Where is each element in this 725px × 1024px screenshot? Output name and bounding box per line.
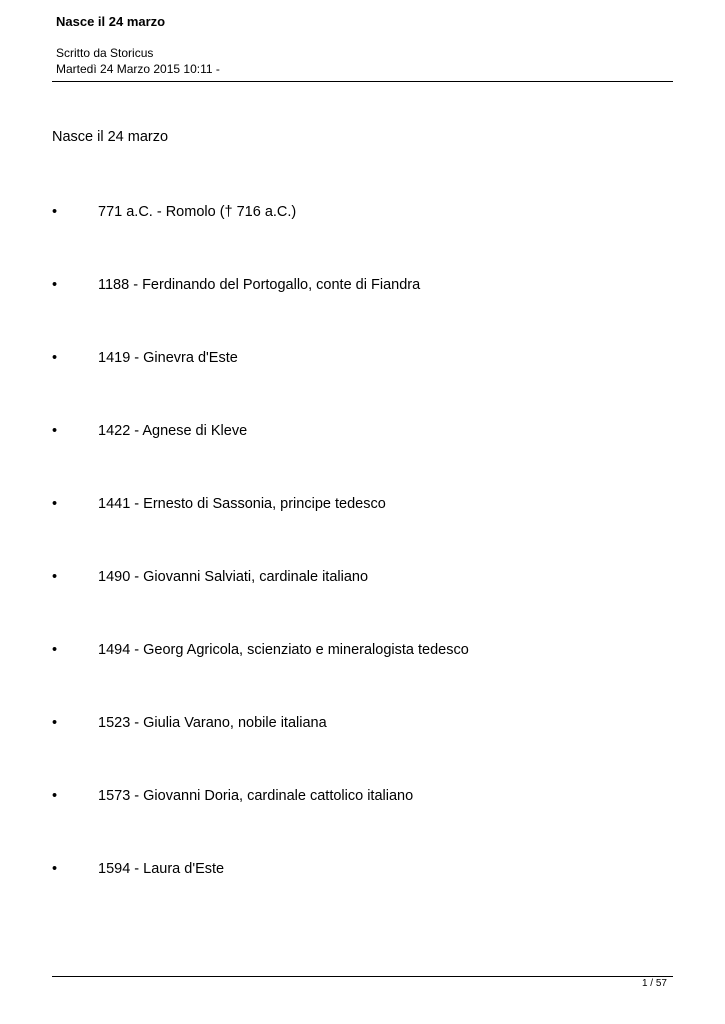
footer-divider — [52, 976, 673, 977]
list-item-text: 1490 - Giovanni Salviati, cardinale italiano — [98, 569, 369, 585]
list-item — [0, 496, 725, 516]
list-item — [0, 423, 725, 443]
list-item-text: 1188 - Ferdinando del Portogallo, conte di Fiandra — [98, 277, 421, 293]
bullet: • — [52, 715, 58, 731]
header-divider — [52, 81, 673, 82]
bullet: • — [52, 861, 58, 877]
list-item-text: 1419 - Ginevra d'Este — [98, 350, 238, 366]
list-item — [0, 788, 725, 808]
list-item — [0, 715, 725, 735]
list-item-text: 1441 - Ernesto di Sassonia, principe tedesco — [98, 496, 386, 512]
author-line: Scritto da Storicus — [56, 46, 154, 60]
bullet: • — [52, 569, 58, 585]
list-item-text: 771 a.C. - Romolo († 716 a.C.) — [98, 204, 297, 220]
list-item-text: 1523 - Giulia Varano, nobile italiana — [98, 715, 327, 731]
article-heading: Nasce il 24 marzo — [52, 129, 169, 145]
document-title: Nasce il 24 marzo — [56, 14, 166, 29]
list-item — [0, 642, 725, 662]
bullet: • — [52, 642, 58, 658]
bullet: • — [52, 350, 58, 366]
bullet: • — [52, 204, 58, 220]
list-item — [0, 277, 725, 297]
list-item-text: 1594 - Laura d'Este — [98, 861, 225, 877]
page-number: 1 / 57 — [641, 978, 667, 989]
list-item-text: 1422 - Agnese di Kleve — [98, 423, 248, 439]
list-item-text: 1494 - Georg Agricola, scienziato e mineralogista tedesco — [98, 642, 469, 658]
date-line: Martedì 24 Marzo 2015 10:11 - — [56, 62, 220, 76]
bullet: • — [52, 496, 58, 512]
bullet: • — [52, 277, 58, 293]
list-item-text: 1573 - Giovanni Doria, cardinale cattolico italiano — [98, 788, 414, 804]
list-item — [0, 569, 725, 589]
list-item — [0, 204, 725, 224]
bullet: • — [52, 788, 58, 804]
list-item — [0, 350, 725, 370]
bullet: • — [52, 423, 58, 439]
list-item — [0, 861, 725, 881]
